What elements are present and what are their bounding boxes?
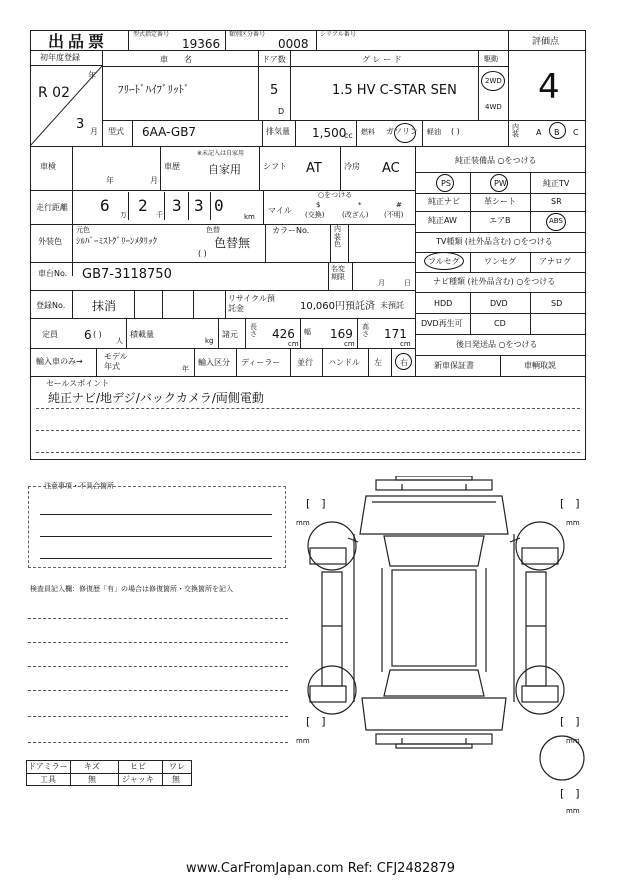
interior-grade-b: B xyxy=(554,128,560,137)
circle-note: ○をつける xyxy=(318,191,353,199)
capacity-paren: ( ) xyxy=(93,330,102,339)
navi-type-title: ナビ種類 (社外品含む) ○をつける xyxy=(433,277,556,286)
tv-oneseg: ワンセグ xyxy=(484,257,516,266)
equip-airbag: エアB xyxy=(489,216,511,225)
doors-label: ドア数 xyxy=(262,55,286,64)
color-code-label: カラーNo. xyxy=(272,226,310,235)
mileage-digit-3: 3 xyxy=(172,196,182,215)
front-right-bracket: [ ] xyxy=(560,497,580,510)
interior-grade-a: A xyxy=(536,128,542,137)
handle-selected-circle xyxy=(395,353,412,370)
person-unit: 人 xyxy=(116,337,123,345)
exterior-color: ｼﾙﾊﾞｰﾐｽﾄｸﾞﾘｰﾝﾒﾀﾘｯｸ xyxy=(76,237,158,247)
equip-leather: 革シート xyxy=(484,197,516,206)
model-type-no-label: 型式指定番号 xyxy=(133,31,170,38)
star-symbol: * xyxy=(358,201,362,209)
front-right-wheel xyxy=(516,522,564,570)
unknown-label: (不明) xyxy=(384,211,404,219)
height-value: 171 xyxy=(384,327,407,341)
recycle-amount: 10,060円預託済 xyxy=(300,301,375,312)
rear-left-bracket: [ ] xyxy=(306,715,326,728)
delivery-warranty: 新車保証書 xyxy=(434,361,474,370)
rear-left-mm: mm xyxy=(296,737,310,745)
inspection-label: 車検 xyxy=(40,162,56,171)
handle-label: ハンドル xyxy=(328,358,360,367)
dealer-label: ディーラー xyxy=(241,358,281,367)
drive-4wd: 4WD xyxy=(485,103,502,111)
tv-analog: アナログ xyxy=(539,257,571,266)
mileage-label: 走行距離 xyxy=(36,203,68,212)
interior-grade-c: C xyxy=(573,128,579,137)
first-reg-year-unit: 年 xyxy=(88,71,96,80)
equip-tv: 純正TV xyxy=(543,179,570,188)
shift-value: AT xyxy=(306,161,322,176)
displacement-value: 1,500 xyxy=(312,126,347,140)
score-label: 評価点 xyxy=(532,37,560,47)
hash-symbol: # xyxy=(396,201,402,209)
displacement-label: 排気量 xyxy=(266,127,290,136)
chassis-label: 車台No. xyxy=(38,269,68,278)
front-left-bracket: [ ] xyxy=(306,497,326,510)
fuel-gasoline: ガソリン xyxy=(386,127,418,136)
interior-selected-circle xyxy=(549,122,566,139)
tools-header-scratch: キズ xyxy=(84,762,100,771)
model-year-unit: 年 xyxy=(182,365,189,373)
front-left-mm: mm xyxy=(296,519,310,527)
usage-label: 車歴 xyxy=(164,162,180,171)
mileage-man-unit: 万 xyxy=(120,211,127,219)
mileage-digit-4: 3 xyxy=(194,196,204,215)
doors-value: 5 xyxy=(270,83,279,98)
roof-outline xyxy=(392,570,476,666)
serial-label: シリアル番号 xyxy=(320,31,356,38)
sales-point-text: 純正ナビ/地デジ/バックカメラ/両側電動 xyxy=(48,391,264,405)
first-reg-era: R 02 xyxy=(38,85,70,101)
footer-watermark: www.CarFromJapan.com Ref: CFJ2482879 xyxy=(186,861,456,876)
equip-ps-circle xyxy=(436,174,454,192)
tampered-label: (改ざん) xyxy=(342,211,369,219)
ac-value: AC xyxy=(382,161,400,176)
tools-value: 無 xyxy=(88,775,96,784)
inspector-label: 検査員記入欄：修復歴「有」の場合は修復箇所・交換箇所を記入 xyxy=(30,585,233,593)
car-name: ﾌﾘｰﾄﾞﾊｲﾌﾞﾘｯﾄﾞ xyxy=(118,83,190,96)
inspection-year-unit: 年 xyxy=(106,176,114,185)
spare-bracket: [ ] xyxy=(560,787,580,800)
name-change-day-unit: 日 xyxy=(404,279,411,287)
displacement-unit: cc xyxy=(344,131,353,140)
first-reg-label: 初年度登録 xyxy=(40,53,80,62)
load-label: 積載量 xyxy=(130,330,154,339)
interior-color-label: 内装色 xyxy=(334,225,341,249)
category-no: 0008 xyxy=(278,37,309,51)
caution-box xyxy=(28,486,286,568)
drive-2wd: 2WD xyxy=(485,77,502,85)
navi-dvd: DVD xyxy=(490,299,508,308)
caution-label: 注意事項・不具合箇所 xyxy=(44,482,114,490)
rear-right-bracket: [ ] xyxy=(560,715,580,728)
spare-mm: mm xyxy=(566,807,580,815)
mileage-digit-1: 6 xyxy=(100,196,110,215)
navi-hdd: HDD xyxy=(434,299,453,308)
parallel-label: 並行 xyxy=(297,358,313,367)
miles-label: マイル xyxy=(268,206,292,215)
front-left-wheel xyxy=(308,522,356,570)
color-change-value: 色替無 xyxy=(214,236,251,250)
grade-value: 1.5 HV C-STAR SEN xyxy=(332,83,457,98)
equip-abs-circle xyxy=(546,213,566,231)
jack-value: 無 xyxy=(172,775,180,784)
registration-value: 抹消 xyxy=(92,299,117,313)
registration-label: 登録No. xyxy=(36,301,66,310)
capacity-label: 定員 xyxy=(42,330,58,339)
usage-value: 自家用 xyxy=(208,163,241,176)
tv-fullseg: フルセグ xyxy=(428,257,460,266)
delivery-title: 後日発送品 ○をつける xyxy=(456,340,538,349)
color-change-label: 色替 xyxy=(206,226,220,234)
grade-label: グ レ ー ド xyxy=(362,55,402,64)
drive-label: 駆動 xyxy=(484,55,498,63)
tools-header-break: ワレ xyxy=(169,762,185,771)
tv-fullseg-circle xyxy=(424,252,464,270)
car-damage-diagram xyxy=(292,476,632,806)
length-value: 426 xyxy=(272,327,295,341)
height-unit: cm xyxy=(400,340,411,348)
height-label: 高さ xyxy=(362,323,369,338)
recycle-label: リサイクル預託金 xyxy=(228,294,275,313)
left-hand-label: 左 xyxy=(374,358,382,367)
equipment-title: 純正装備品 ○をつける xyxy=(455,156,537,165)
fuel-label: 燃料 xyxy=(361,128,375,136)
width-unit: cm xyxy=(344,340,355,348)
navi-dvd-play: DVD再生可 xyxy=(421,319,463,328)
door-type: D xyxy=(278,107,285,116)
car-name-label: 車 名 xyxy=(160,55,192,64)
km-unit: km xyxy=(244,213,255,221)
fuel-paren: ( ) xyxy=(451,127,460,136)
width-label: 幅 xyxy=(304,328,311,336)
drive-selected-circle xyxy=(481,71,505,91)
equip-abs: ABS xyxy=(549,217,563,225)
right-hand-label: 右 xyxy=(400,358,408,367)
usage-note: ※未記入は自家用 xyxy=(197,150,245,157)
model-label: 型式 xyxy=(108,127,124,136)
first-reg-month: 3 xyxy=(76,117,85,132)
equip-pw: PW xyxy=(494,179,507,188)
model-value: 6AA-GB7 xyxy=(142,125,197,139)
width-value: 169 xyxy=(330,327,353,341)
kg-unit: kg xyxy=(205,337,214,345)
form-title: 出品票 xyxy=(48,32,109,51)
interior-label: 内装 xyxy=(512,123,519,138)
delivery-manual: 車輌取説 xyxy=(524,361,556,370)
mileage-digit-2: 2 xyxy=(138,196,148,215)
rear-right-mm: mm xyxy=(566,737,580,745)
first-reg-month-unit: 月 xyxy=(90,127,98,136)
tools-header-crack: ヒビ xyxy=(130,762,146,771)
tools-label: 工具 xyxy=(40,775,56,784)
import-label: 輸入車のみ→ xyxy=(36,357,83,366)
equip-sr: SR xyxy=(551,197,562,206)
equip-ps: PS xyxy=(441,179,451,188)
equip-pw-circle xyxy=(490,174,508,192)
import-type-label: 輸入区分 xyxy=(198,358,230,367)
name-change-month-unit: 月 xyxy=(378,279,385,287)
dims-label: 諸元 xyxy=(222,330,238,339)
model-year-label: モデル年式 xyxy=(104,352,128,371)
dollar-symbol: $ xyxy=(316,201,321,209)
orig-color-label: 元色 xyxy=(76,226,90,234)
fuel-diesel: 軽油 xyxy=(427,128,441,136)
jack-label: ジャッキ xyxy=(122,775,154,784)
tv-type-title: TV種類 (社外品含む) ○をつける xyxy=(436,237,553,246)
capacity-value: 6 xyxy=(84,328,92,342)
tools-header-mirror: ドアミラー xyxy=(28,762,68,771)
navi-cd: CD xyxy=(494,319,506,328)
equip-aw: 純正AW xyxy=(428,216,457,225)
shift-label: シフト xyxy=(263,162,287,171)
trunk-outline xyxy=(362,698,506,730)
chassis-number: GB7-3118750 xyxy=(82,267,172,282)
ac-label: 冷房 xyxy=(344,162,360,171)
rear-right-wheel xyxy=(516,666,564,714)
front-right-mm: mm xyxy=(566,519,580,527)
exchange-label: (交換) xyxy=(305,211,325,219)
category-no-label: 類別区分番号 xyxy=(229,31,266,38)
name-change-label: 名変期限 xyxy=(331,265,345,281)
color-paren: ( ) xyxy=(198,249,207,258)
equip-navi: 純正ナビ xyxy=(428,197,460,206)
recycle-unpaid: 未預託 xyxy=(380,301,404,310)
navi-sd: SD xyxy=(551,299,563,308)
exterior-color-label: 外装色 xyxy=(38,237,62,246)
mileage-digit-5: 0 xyxy=(214,196,224,215)
rear-left-wheel xyxy=(308,666,356,714)
front-bumper xyxy=(376,480,492,490)
evaluation-score: 4 xyxy=(538,67,560,107)
sales-point-label: セールスポイント xyxy=(46,379,110,388)
model-type-no: 19366 xyxy=(182,37,221,51)
mileage-sen-unit: 千 xyxy=(156,211,163,219)
length-unit: cm xyxy=(288,340,299,348)
length-label: 長さ xyxy=(250,323,257,338)
inspection-month-unit: 月 xyxy=(150,176,158,185)
rear-bumper xyxy=(376,734,492,744)
fuel-selected-circle xyxy=(394,123,416,143)
